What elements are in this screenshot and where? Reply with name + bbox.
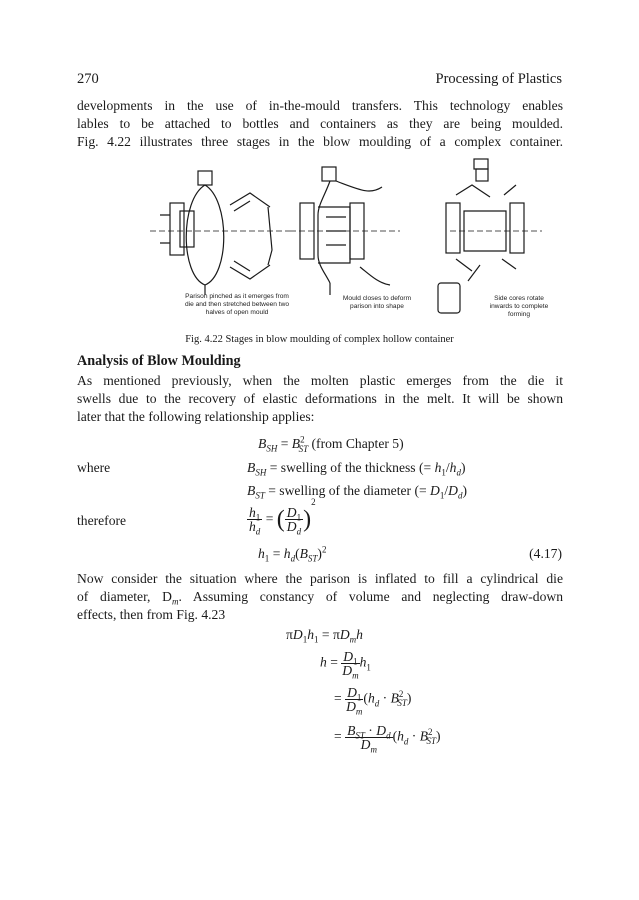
para1-line-1: As mentioned previously, when the molten plastic emerges from the die it [77,373,563,388]
equation-volume-constancy: $\pi D_1h_1 = \pi D_mh$ [286,627,363,645]
equation-swell-relation: $B_{SH} = B^2_{ST}$ (from Chapter 5) [258,434,404,454]
bst-definition: $B_{ST}$ = swelling of the diameter (= $D_1/D_d$) [247,483,468,501]
intro-line-2: lables to be attached to bottles and containers as they are being moulded. [77,116,563,131]
from-chapter-note: (from Chapter 5) [311,436,404,451]
stage-2-caption: Mould closes to deform parison into shape [342,295,412,310]
para2-line-2: of diameter, $D_m$. Assuming constancy of volume and neglecting draw-down [77,589,564,607]
stage-1-diagram [150,171,290,295]
intro-paragraph [77,97,563,151]
inflation-paragraph [77,570,563,624]
intro-line-1: developments in the use of in-the-mould transfers. This technology enables [77,98,563,113]
equation-4-17: $h_1 = h_d(B_{ST})^2$ [258,544,327,564]
equation-thickness-ratio: $\frac{h_1}{h_d}$ = ( $\frac{D_1}{D_d}$ )$^2$ [249,497,316,538]
stage-1-caption: Parison pinched as it emerges from die and then stretched between two halves of open mould [184,293,290,316]
therefore-label: therefore [77,513,127,528]
stage-3-caption: Side cores rotate inwards to complete forming [489,295,549,318]
para2-line-1: Now consider the situation where the parison is inflated to fill a cylindrical die [77,571,563,586]
equation-h-step-3: = $\frac{B_{ST} \cdot D_d}{D_m}$ $(h_d \cdot B^2_{ST})$ [334,723,441,755]
bsh-definition: $B_{SH}$ = swelling of the thickness (= $h_1/h_d$) [247,460,466,478]
equation-h-step-2: = $\frac{D_1}{D_m}$ $(h_d \cdot B^2_{ST})$ [334,685,412,717]
section-heading: Analysis of Blow Moulding [77,353,241,369]
stage-3-diagram [438,159,542,313]
para2-line-3: effects, then from Fig. 4.23 [77,607,226,622]
where-label: where [77,460,111,475]
analysis-paragraph [77,372,563,426]
equation-h-step-1: h = $\frac{D_1}{D_m}$ $h_1$ [320,649,371,681]
figure-caption: Fig. 4.22 Stages in blow moulding of complex hollow container [185,334,454,345]
para1-line-3: later that the following relationship applies: [77,409,315,424]
page-number: 270 [77,71,99,87]
stage-2-diagram [290,167,400,295]
running-title: Processing of Plastics [435,71,562,87]
para1-line-2: swells due to the recovery of elastic deformations in the melt. It will be shown [77,391,563,406]
intro-line-3: Fig. 4.22 illustrates three stages in the blow moulding of a complex container. [77,134,563,149]
equation-number-4-17: (4.17) [529,546,562,561]
